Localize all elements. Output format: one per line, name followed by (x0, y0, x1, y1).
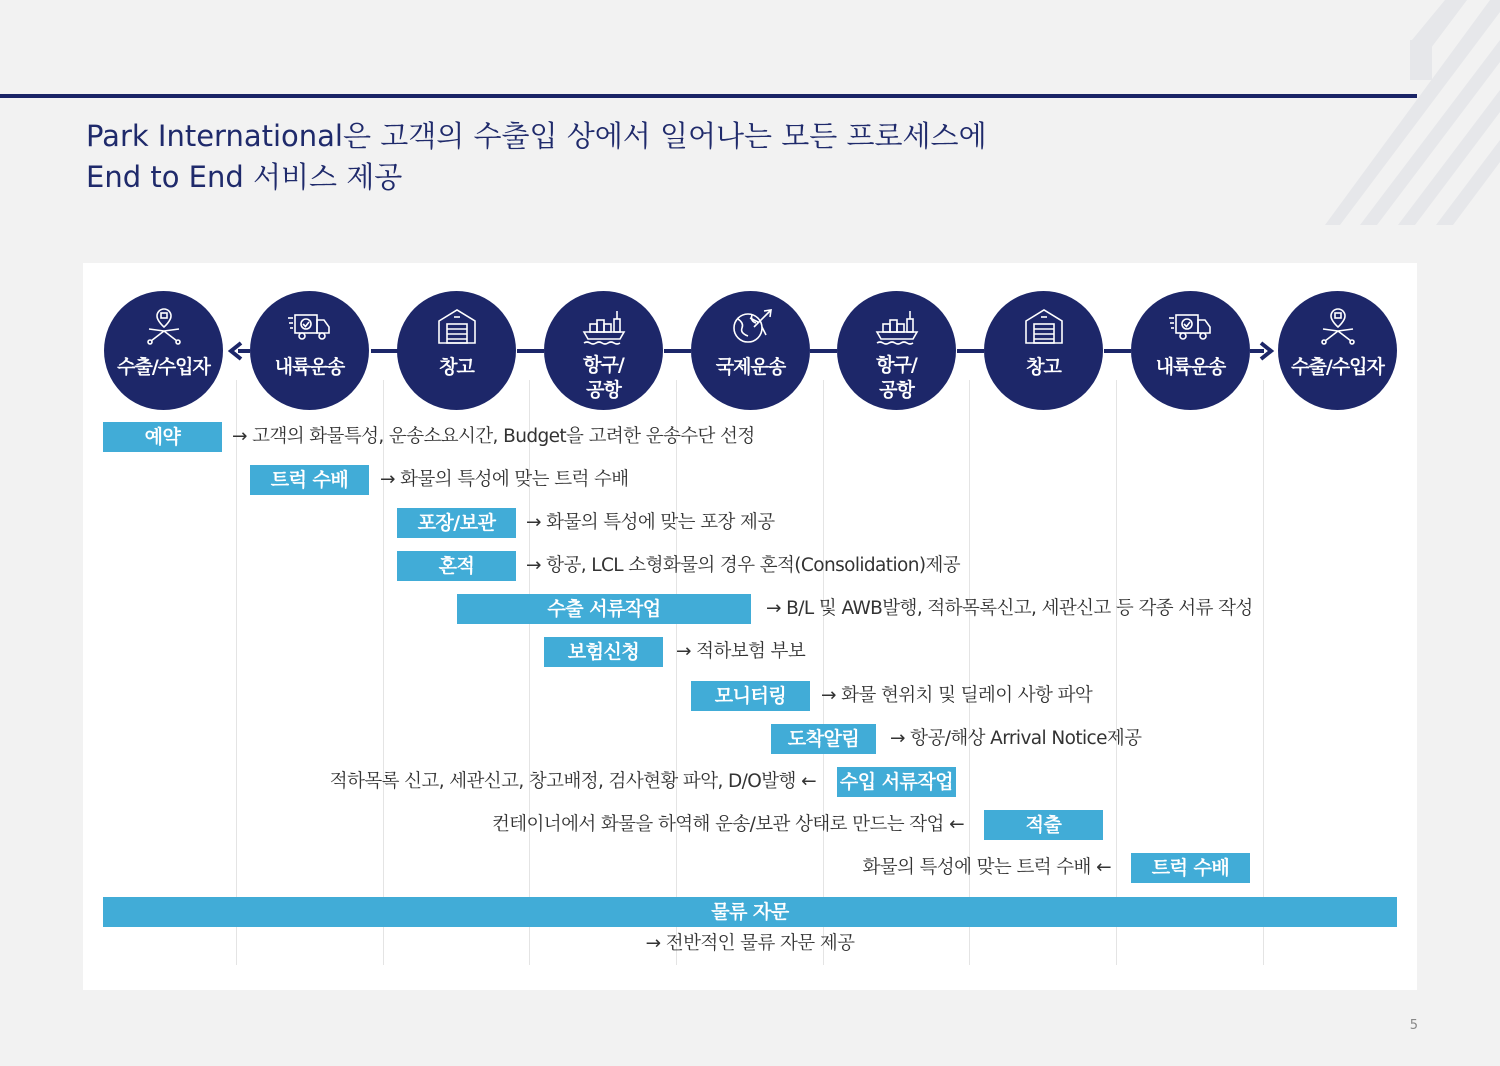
connector (371, 349, 398, 353)
title-line-1: Park International은 고객의 수출입 상에서 일어나는 모든 프로세스에 (86, 119, 987, 153)
warehouse-icon (1021, 305, 1067, 347)
step-inland-transport (1131, 291, 1250, 410)
title-line-2: End to End 서비스 제공 (86, 160, 403, 194)
guide-line (676, 380, 677, 965)
person-location-icon (1315, 305, 1361, 347)
service-devanning-bar: 적출 (984, 810, 1103, 840)
connector (664, 349, 691, 353)
step-label: 내륙운송 (274, 356, 345, 378)
connector (810, 349, 837, 353)
service-monitoring-bar: 모니터링 (691, 681, 810, 711)
step-label: 창고 (439, 356, 474, 378)
globe-plane-icon (728, 305, 774, 347)
service-export-documents-desc: → B/L 및 AWB발행, 적하목록신고, 세관신고 등 각종 서류 작성 (766, 598, 1253, 619)
service-arrival-notice-desc: → 항공/해상 Arrival Notice제공 (890, 728, 1142, 749)
cargo-ship-icon (581, 305, 627, 347)
step-port-airport (544, 291, 663, 410)
service-insurance-desc: → 적하보험 부보 (676, 641, 806, 662)
warehouse-icon (434, 305, 480, 347)
service-insurance-bar: 보험신청 (544, 637, 663, 667)
cargo-ship-icon (874, 305, 920, 347)
service-monitoring-desc: → 화물 현위치 및 딜레이 사항 파악 (821, 685, 1093, 706)
guide-line (236, 380, 237, 965)
service-logistics-consulting-desc: → 전반적인 물류 자문 제공 (645, 933, 855, 954)
service-packing-storage-bar: 포장/보관 (397, 508, 516, 538)
page-number: 5 (1409, 1018, 1418, 1033)
service-truck-arrangement-bar: 트럭 수배 (250, 465, 369, 495)
step-label: 내륙운송 (1155, 356, 1226, 378)
arrow-right-icon (1256, 340, 1278, 362)
step-label: 항구/ 공항 (876, 354, 917, 401)
connector (1104, 349, 1131, 353)
step-exporter-importer (1278, 291, 1397, 410)
service-import-documents-desc: 적하목록 신고, 세관신고, 창고배정, 검사현황 파악, D/O발행 ← (329, 771, 816, 792)
service-packing-storage-desc: → 화물의 특성에 맞는 포장 제공 (526, 512, 775, 533)
page-title (86, 116, 987, 198)
service-devanning-desc: 컨테이너에서 화물을 하역해 운송/보관 상태로 만드는 작업 ← (491, 814, 964, 835)
guide-line (1116, 380, 1117, 965)
service-export-documents-bar: 수출 서류작업 (457, 594, 751, 624)
service-booking-bar: 예약 (103, 422, 222, 452)
delivery-truck-icon (287, 305, 333, 347)
connector (517, 349, 544, 353)
guide-line (823, 380, 824, 965)
connector (957, 349, 984, 353)
step-label: 항구/ 공항 (583, 354, 624, 401)
step-label: 수출/수입자 (1291, 356, 1384, 378)
arrow-left-icon (224, 340, 246, 362)
service-arrival-notice-bar: 도착알림 (771, 724, 876, 754)
person-location-icon (141, 305, 187, 347)
service-import-documents-bar: 수입 서류작업 (837, 767, 956, 797)
service-consolidation-desc: → 항공, LCL 소형화물의 경우 혼적(Consolidation)제공 (526, 555, 960, 576)
header-rule (0, 94, 1417, 98)
service-booking-desc: → 고객의 화물특성, 운송소요시간, Budget을 고려한 운송수단 선정 (232, 426, 755, 447)
service-logistics-consulting-bar: 물류 자문 (103, 897, 1397, 927)
step-international-transport (691, 291, 810, 410)
decorative-stripes (1270, 0, 1500, 225)
step-label: 수출/수입자 (117, 356, 210, 378)
step-label: 창고 (1026, 356, 1061, 378)
service-consolidation-bar: 혼적 (397, 551, 516, 581)
step-port-airport (837, 291, 956, 410)
step-warehouse (397, 291, 516, 410)
step-label: 국제운송 (715, 356, 786, 378)
delivery-truck-icon (1168, 305, 1214, 347)
step-warehouse (984, 291, 1103, 410)
step-inland-transport (250, 291, 369, 410)
service-truck-arrangement-desc: → 화물의 특성에 맞는 트럭 수배 (380, 469, 629, 490)
step-exporter-importer (104, 291, 223, 410)
service-truck-arrangement-import-desc: 화물의 특성에 맞는 트럭 수배 ← (862, 857, 1111, 878)
guide-line (1263, 380, 1264, 965)
service-truck-arrangement-import-bar: 트럭 수배 (1131, 853, 1250, 883)
